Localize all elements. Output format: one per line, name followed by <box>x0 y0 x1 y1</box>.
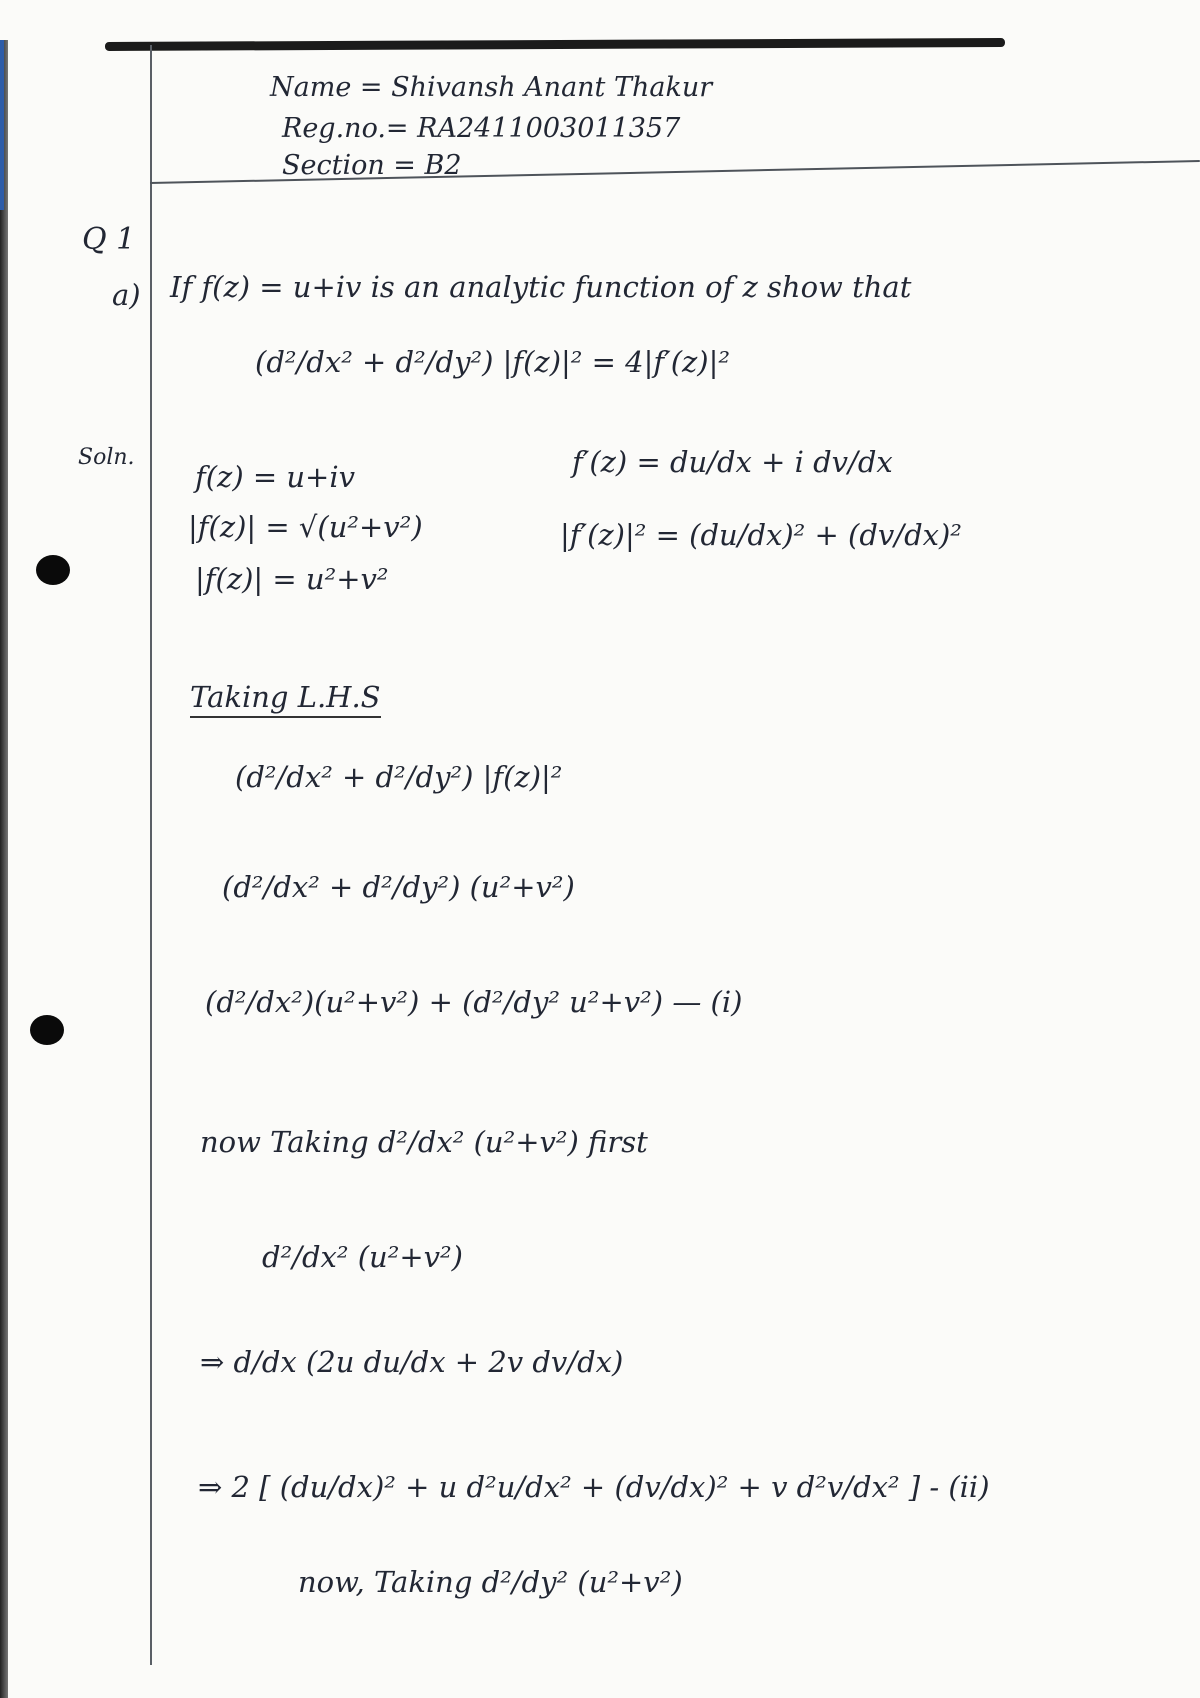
question-to-prove: (d²/dx² + d²/dy²) |f(z)|² = 4|f′(z)|² <box>255 345 731 379</box>
derivation-step: ⇒ 2 [ (du/dx)² + u d²u/dx² + (dv/dx)² + v d²v/dx² ] - (ii) <box>198 1470 990 1504</box>
page-left-edge-tint <box>0 40 4 210</box>
solution-label: Soln. <box>78 445 135 470</box>
page-left-edge <box>0 40 8 1698</box>
lhs-step: (d²/dx² + d²/dy²) |f(z)|² <box>235 760 563 794</box>
margin-line <box>150 45 152 1665</box>
question-number: Q 1 <box>82 222 136 257</box>
question-part: a) <box>112 278 141 312</box>
solution-line: f′(z) = du/dx + i dv/dx <box>572 445 893 479</box>
punch-hole-icon <box>36 555 70 585</box>
page-top-edge <box>105 38 1005 51</box>
lhs-step: (d²/dx²)(u²+v²) + (d²/dy² u²+v²) — (i) <box>205 985 743 1019</box>
section: Section = B2 <box>282 150 462 181</box>
solution-line: |f(z)| = u²+v² <box>195 562 389 596</box>
taking-lhs-heading: Taking L.H.S <box>190 680 381 718</box>
punch-hole-icon <box>30 1015 64 1045</box>
now-taking-first: now Taking d²/dx² (u²+v²) first <box>200 1125 648 1159</box>
now-taking-second: now, Taking d²/dy² (u²+v²) <box>298 1565 683 1599</box>
solution-line: |f′(z)|² = (du/dx)² + (dv/dx)² <box>560 518 962 552</box>
question-statement: If f(z) = u+iv is an analytic function of z show that <box>170 270 912 304</box>
lhs-step: (d²/dx² + d²/dy²) (u²+v²) <box>222 870 575 904</box>
solution-line: f(z) = u+iv <box>195 460 356 494</box>
derivation-step: ⇒ d/dx (2u du/dx + 2v dv/dx) <box>200 1345 624 1379</box>
student-name: Name = Shivansh Anant Thakur <box>270 72 713 103</box>
registration-number: Reg.no.= RA2411003011357 <box>282 113 681 144</box>
solution-line: |f(z)| = √(u²+v²) <box>188 510 423 544</box>
derivation-step: d²/dx² (u²+v²) <box>262 1240 463 1274</box>
